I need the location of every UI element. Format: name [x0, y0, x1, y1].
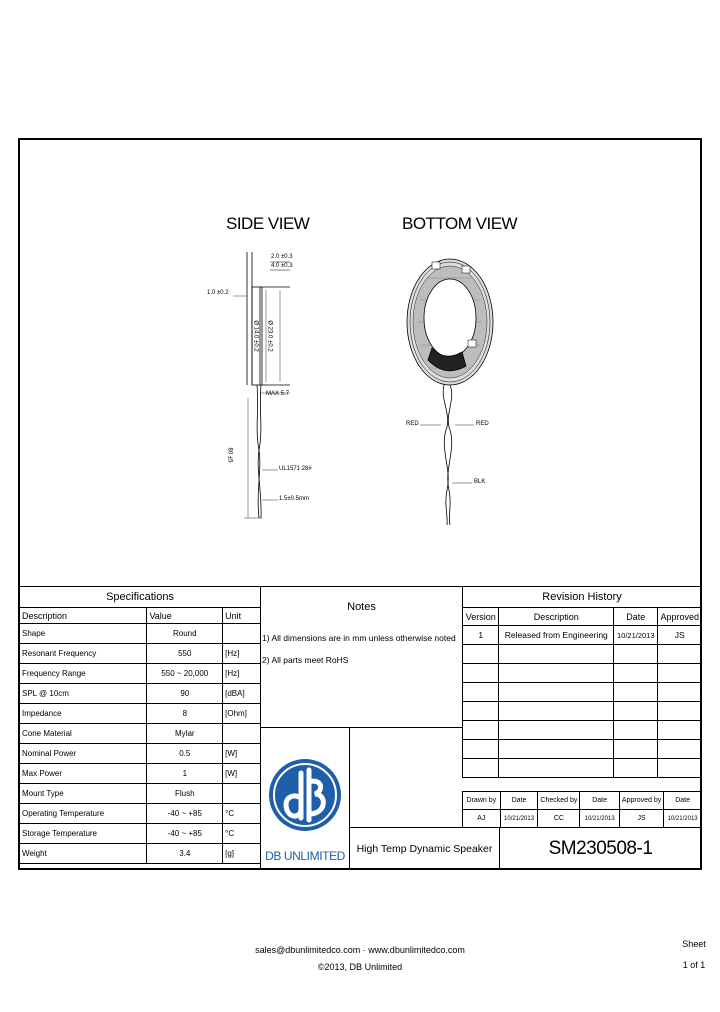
spec-header-description: Description: [20, 608, 147, 624]
table-row: [20, 784, 261, 804]
spec-unit: [Ohm]: [223, 704, 261, 724]
table-row: [463, 759, 702, 778]
spec-description: Operating Temperature: [20, 804, 147, 824]
signoff-header-date: Date: [664, 792, 702, 810]
specifications-title: Specifications: [20, 587, 261, 608]
spec-description: Weight: [20, 844, 147, 864]
signoff-approved-by: JS: [619, 810, 663, 828]
spec-unit: [223, 724, 261, 744]
contact-info: sales@dbunlimitedco.com · www.dbunlimitedco.com: [255, 945, 465, 955]
db-logo-icon: [261, 728, 349, 848]
product-name-box: [349, 827, 500, 870]
spec-value: 550: [147, 644, 223, 664]
spec-value: -40 ~ +85: [147, 804, 223, 824]
spec-unit: [223, 784, 261, 804]
signoff-header-checked-by: Checked by: [538, 792, 580, 810]
notes-title: Notes: [347, 601, 376, 613]
spec-unit: [g]: [223, 844, 261, 864]
table-row: [20, 644, 261, 664]
spec-value: -40 ~ +85: [147, 824, 223, 844]
spec-description: Cone Material: [20, 724, 147, 744]
spec-unit: [223, 624, 261, 644]
revision-history-table: [462, 586, 702, 778]
table-row: [20, 824, 261, 844]
rev-header-date: Date: [614, 608, 658, 626]
dim-diameter-inner: Ø 14.0 ±0.2: [252, 320, 259, 352]
rev-version: 1: [463, 626, 499, 645]
spec-header-value: Value: [147, 608, 223, 624]
table-row: [20, 724, 261, 744]
spec-header-unit: Unit: [223, 608, 261, 624]
note-item: 2) All parts meet RoHS: [262, 655, 349, 665]
signoff-approved-date: 10/21/2013: [664, 810, 702, 828]
table-row: [20, 664, 261, 684]
wire-label-red-right: RED: [476, 421, 489, 427]
spec-description: SPL @ 10cm: [20, 684, 147, 704]
dim-max-thickness: MAX 5.7: [266, 391, 290, 397]
rev-description: Released from Engineering: [499, 626, 614, 645]
spec-unit: [dBA]: [223, 684, 261, 704]
dim-lead-length: 80 ±5: [226, 447, 233, 463]
signoff-header-date: Date: [500, 792, 538, 810]
spec-unit: °C: [223, 804, 261, 824]
spec-value: 3.4: [147, 844, 223, 864]
rev-header-version: Version: [463, 608, 499, 626]
spec-value: 1: [147, 764, 223, 784]
strip-length: 1.5±0.5mm: [279, 496, 309, 502]
table-row: [20, 744, 261, 764]
dim-height: 1.0 ±0.2: [207, 290, 229, 296]
table-row: [463, 664, 702, 683]
rev-date: 10/21/2013: [614, 626, 658, 645]
dim-diameter-outer: Ø 23.0 ±0.2: [266, 320, 273, 352]
wire-spec: UL1571 28#: [279, 466, 312, 472]
table-row: [20, 844, 261, 864]
spec-description: Mount Type: [20, 784, 147, 804]
table-row: [20, 764, 261, 784]
table-row: [463, 645, 702, 664]
spec-value: Mylar: [147, 724, 223, 744]
signoff-checked-date: 10/21/2013: [580, 810, 620, 828]
dim-top-offset-1: 2.0 ±0.3: [271, 254, 293, 260]
table-row: [463, 740, 702, 759]
table-row: [20, 624, 261, 644]
spec-value: 0.5: [147, 744, 223, 764]
signoff-drawn-date: 10/21/2013: [500, 810, 538, 828]
sheet-number: 1 of 1: [682, 960, 706, 970]
table-row: [463, 683, 702, 702]
specifications-table: [19, 586, 261, 864]
table-row: [463, 626, 702, 645]
spec-value: Flush: [147, 784, 223, 804]
logo-wordmark: DB UNLIMITED: [265, 849, 345, 863]
spec-description: Max Power: [20, 764, 147, 784]
signoff-drawn-by: AJ: [463, 810, 501, 828]
rev-approved: JS: [658, 626, 702, 645]
revision-history-title: Revision History: [463, 587, 702, 608]
spec-description: Nominal Power: [20, 744, 147, 764]
spec-description: Storage Temperature: [20, 824, 147, 844]
table-row: [463, 721, 702, 740]
table-row: [20, 704, 261, 724]
part-number: SM230508-1: [548, 838, 653, 859]
signoff-table: [462, 791, 702, 828]
spec-description: Shape: [20, 624, 147, 644]
spec-value: Round: [147, 624, 223, 644]
sheet-label: Sheet: [682, 939, 706, 949]
spec-description: Frequency Range: [20, 664, 147, 684]
copyright: ©2013, DB Unlimited: [317, 962, 403, 972]
signoff-header-approved-by: Approved by: [619, 792, 663, 810]
signoff-header-drawn-by: Drawn by: [463, 792, 501, 810]
bottom-view-drawing: [407, 259, 493, 525]
signoff-header-date: Date: [580, 792, 620, 810]
spec-value: 90: [147, 684, 223, 704]
bottom-view-title: BOTTOM VIEW: [402, 214, 518, 233]
side-view-drawing: [233, 252, 290, 518]
side-view-title: SIDE VIEW: [226, 214, 310, 233]
part-number-box: [499, 827, 702, 870]
table-row: [20, 684, 261, 704]
dim-top-offset-2: 4.0 ±0.3: [271, 263, 293, 269]
table-row: [20, 804, 261, 824]
signoff-checked-by: CC: [538, 810, 580, 828]
spec-value: 550 ~ 20,000: [147, 664, 223, 684]
wire-label-red-left: RED: [406, 421, 419, 427]
spec-unit: [W]: [223, 764, 261, 784]
spec-description: Resonant Frequency: [20, 644, 147, 664]
table-row: [463, 702, 702, 721]
spec-unit: [Hz]: [223, 644, 261, 664]
rev-header-description: Description: [499, 608, 614, 626]
notes-box: [260, 586, 463, 728]
spec-unit: [Hz]: [223, 664, 261, 684]
wire-label-black: BLK: [474, 479, 486, 485]
note-item: 1) All dimensions are in mm unless otherwise noted: [262, 633, 456, 643]
product-name: High Temp Dynamic Speaker: [356, 843, 493, 855]
spec-unit: °C: [223, 824, 261, 844]
logo-box: [260, 727, 350, 870]
spec-unit: [W]: [223, 744, 261, 764]
spec-value: 8: [147, 704, 223, 724]
rev-header-approved: Approved: [658, 608, 702, 626]
spec-description: Impedance: [20, 704, 147, 724]
